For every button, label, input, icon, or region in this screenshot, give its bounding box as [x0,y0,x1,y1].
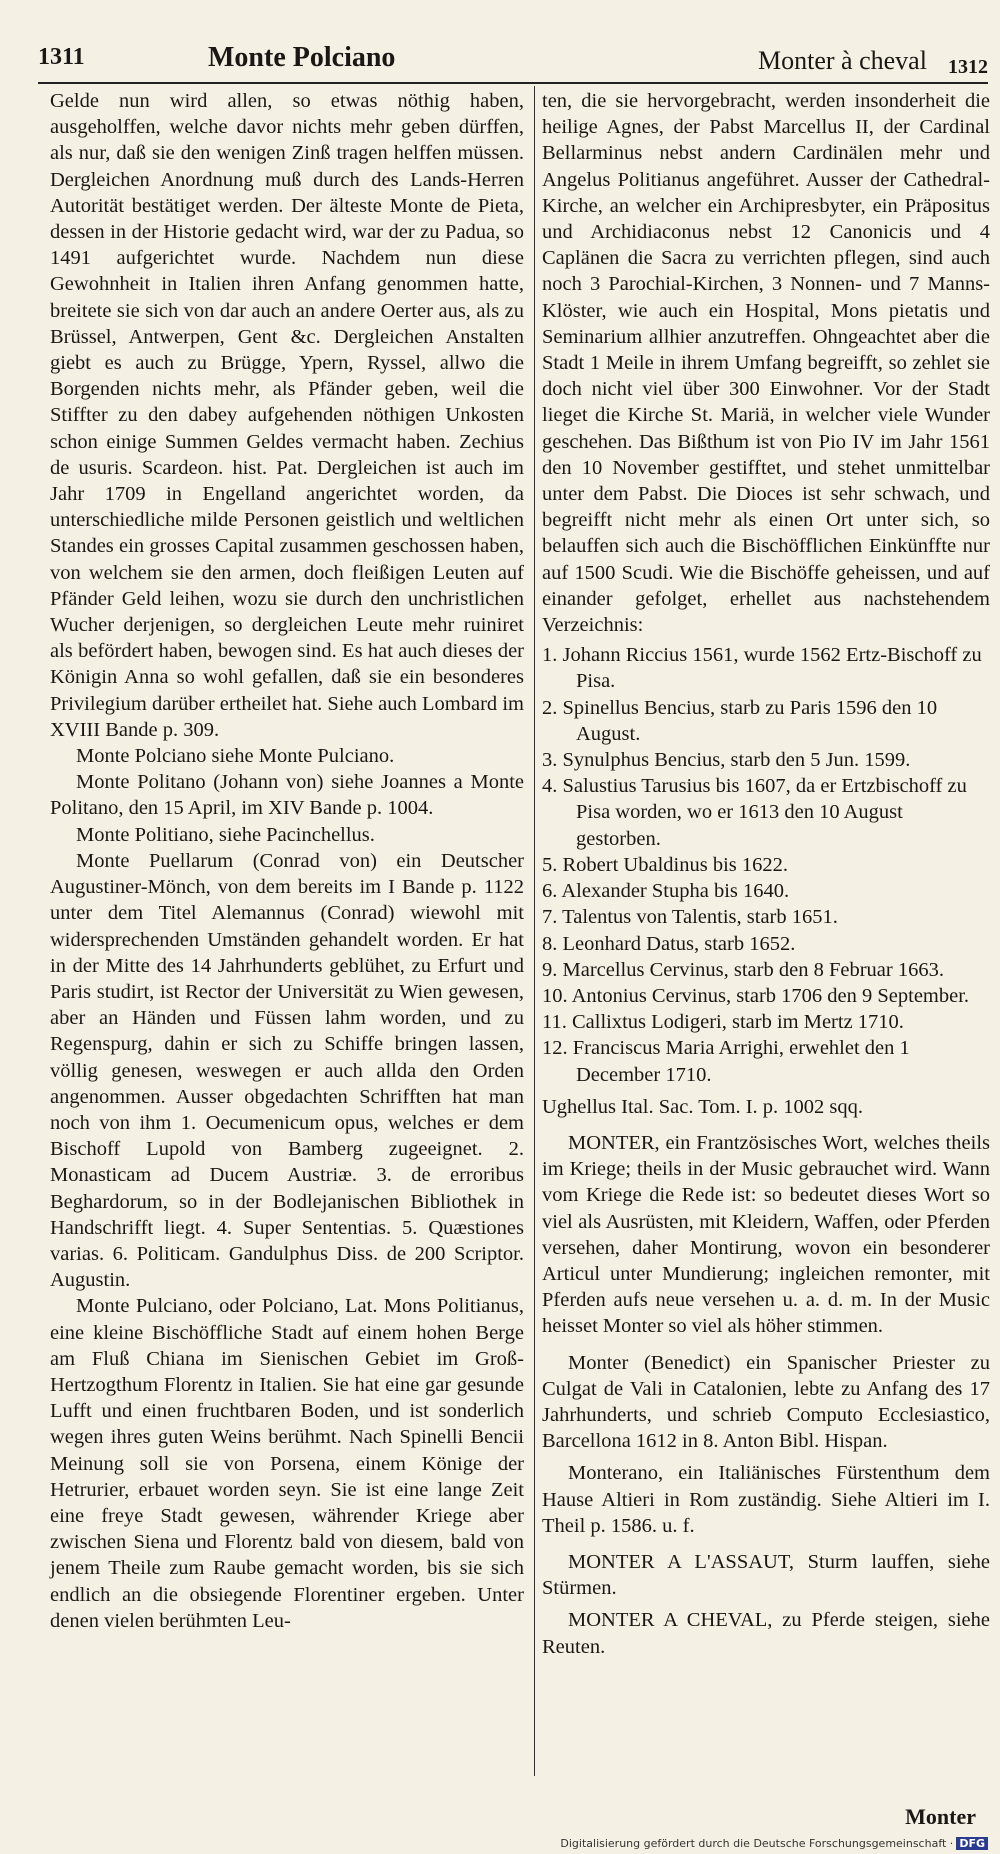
page-number-right: 1312 [948,56,988,78]
page-number-left: 1311 [38,44,85,70]
column-divider [534,86,535,1776]
entry-monter-a-cheval: MONTER A CHEVAL, zu Pferde steigen, siehe Reuten. [542,1609,990,1658]
footer-text: Digitalisierung gefördert durch die Deutsche Forschungsgemeinschaft · [560,1837,954,1850]
list-item: 1. Johann Riccius 1561, wurde 1562 Ertz-Bischoff zu Pisa. [542,644,982,693]
right-column [542,88,990,1660]
entry-monte-puellarum: Monte Puellarum (Conrad von) ein Deutscher Augustiner-Mönch, von dem bereits im I Bande p. 1122 unter dem Titel Alemannus (Conrad) wiewohl mit widersprechenden Umständen gehandelt worden. Er hat in der Mitte des 14 Jahrhunderts geblühet, zu Erfurt und Paris studirt, ist Rector der Universität zu Wien gewesen, aber an Händen und Füssen lahm worden, und zu Regenspurg, dahin er sich zu Schiffe bringen lassen, völlig genesen, weswegen er auch allda den Orden angenommen. Ausser obgedachten Schrifften hat man noch von ihm 1. Oecumenicum opus, welches er dem Bischoff Lupold von Bamberg zugeeignet. 2. Monasticam ad Ducem Austriæ. 3. de erroribus Beghardorum, so in der Bodlejanischen Bibliothek in Handschrifft liegt. 4. Super Sententias. 5. Quæstiones varias. 6. Politicam. Gandulphus Diss. de 200 Scriptor. Augustin. [50,849,524,1292]
list-item: 12. Franciscus Maria Arrighi, erwehlet den 1 December 1710. [542,1037,910,1086]
paragraph-monte-de-pieta: Gelde nun wird allen, so etwas nöthig haben, ausgeholffen, welche davor nichts mehr geben dürffen, als nur, daß sie den wenigen Zinß tragen helffen müssen. Dergleichen Anordnung muß durch des Lands-Herren Autorität bestätiget werden. Der älteste Monte de Pieta, dessen in der Historie gedacht wird, war der zu Padua, so 1491 aufgerichtet wurde. Nachdem nun diese Gewohnheit in Italien ihren Anfang genommen hatte, breitete sie sich von dar auch an andere Oerter aus, als zu Brüssel, Antwerpen, Gent &c. Dergleichen Anstalten giebt es auch zu Brügge, Ypern, Ryssel, allwo die Borgenden nichts mehr, als Pfänder geben, weil die Stiffter zu den dabey aufgehenden nöthigen Unkosten schon einige Summen Geldes vermacht haben. Zechius de usuris. Scardeon. hist. Pat. Dergleichen ist auch im Jahr 1709 in Engelland angerichtet worden, da unterschiedliche milde Personen geistlich und weltlichen Standes ein grosses Capital zusammen geschossen haben, von welchem sie den armen, doch fleißigen Leuten auf Pfänder Geld leihen, wozu sie durch den unchristlichen Wucher derjenigen, so dergleichen Leute mehr ruiniret als befördert haben, bewogen sind. Es hat auch dieses der Königin Anna so wohl gefallen, daß sie ein besonderes Privilegium darüber ertheilet hat. Siehe auch Lombard im XVIII Bande p. 309. [50,90,524,741]
list-item: 2. Spinellus Bencius, starb zu Paris 1596 den 10 August. [542,696,938,745]
entry-monte-politano: Monte Politano (Johann von) siehe Joannes a Monte Politano, den 15 April, im XIV Bande p. 1004. [50,771,524,820]
entry-monter-a-lassaut: MONTER A L'ASSAUT, Sturm lauffen, siehe Stürmen. [542,1550,990,1600]
list-item: 9. Marcellus Cervinus, starb den 8 Februar 1663. [542,958,944,981]
running-head-left: Monte Polciano [208,42,396,73]
list-item: 5. Robert Ubaldinus bis 1622. [542,853,788,876]
entry-monte-polciano: Monte Polciano siehe Monte Pulciano. [76,745,395,768]
page-header [38,40,988,84]
entry-monte-pulciano: Monte Pulciano, oder Polciano, Lat. Mons Politianus, eine kleine Bischöffliche Stadt auf einem hohen Berge am Fluß Chiana im Sienischen Gebiet im Groß-Hertzogthum Florentz in Italien. Sie hat eine gar gesunde Lufft und einen fruchtbaren Boden, und ist sonderlich wegen ihres guten Weins berühmt. Nach Spinelli Bencii Meinung soll sie von Porsena, einem Könige der Hetrurier, erbauet worden seyn. Sie ist eine lange Zeit eine freye Stadt gewesen, währender Kriege aber zwischen Siena und Florentz bald von diesem, bald von jenem Theile zum Raube gemacht worden, bis sie sich endlich an die obsiegende Florentiner ergeben. Unter denen vielen berühmten Leu- [50,1295,524,1632]
list-item: 3. Synulphus Bencius, starb den 5 Jun. 1599. [542,749,911,772]
list-item: 6. Alexander Stupha bis 1640. [542,880,790,903]
list-item: 8. Leonhard Datus, starb 1652. [542,932,796,955]
bishop-list [542,642,990,1087]
entry-monter-benedict: Monter (Benedict) ein Spanischer Priester zu Culgat de Vali in Catalonien, lebte zu Anfang des 17 Jahrhunderts, und schrieb Computo Ecclesiastico, Barcellona 1612 in 8. Anton Bibl. Hispan. [542,1351,990,1453]
entry-monterano: Monterano, ein Italiänisches Fürstenthum dem Hause Altieri in Rom zuständig. Siehe Altieri im I. Theil p. 1586. u. f. [542,1462,990,1537]
entry-monter: MONTER, ein Frantzösisches Wort, welches theils im Kriege; theils in der Music gebrauchet wird. Wann vom Kriege die Rede ist: so bedeutet dieses Wort so viel als Ausrüsten, mit Kleidern, Waffen, oder Pferden versehen, daher Montirung, wovon ein besonderer Articul unter Mundierung; ingleichen remonter, mit Pferden aufs neue versehen u. a. d. m. In der Music heisset Monter so viel als höher stimmen. [542,1131,990,1338]
catchword: Monter [905,1804,976,1829]
left-column [50,88,524,1634]
list-item: 11. Callixtus Lodigeri, starb im Mertz 1710. [542,1011,904,1034]
entry-monte-politiano: Monte Politiano, siehe Pacinchellus. [76,823,375,846]
list-item: 10. Antonius Cervinus, starb 1706 den 9 September. [542,984,970,1007]
digitization-footer [560,1837,988,1850]
dfg-logo: DFG [956,1837,988,1850]
source-citation: Ughellus Ital. Sac. Tom. I. p. 1002 sqq. [542,1095,864,1118]
list-item: 4. Salustius Tarusius bis 1607, da er Ertzbischoff zu Pisa worden, wo er 1613 den 10 August gestorben. [542,775,967,850]
paragraph-monte-pulciano-cont: ten, die sie hervorgebracht, werden insonderheit die heilige Agnes, der Pabst Marcellus II, der Cardinal Bellarminus nebst andern Cardinälen mehr und Angelus Politianus angeführet. Ausser der Cathedral-Kirche, an welcher ein Archipresbyter, ein Präpositus und Archidiaconus nebst 12 Canonicis und 4 Caplänen die Sacra zu verrichten pflegen, sind auch noch 3 Parochial-Kirchen, 3 Nonnen- und 7 Manns-Klöster, wie auch ein Hospital, Mons pietatis und Seminarium allhier anzutreffen. Ohngeachtet aber die Stadt 1 Meile in ihrem Umfang begreifft, so zehlet sie doch nicht viel über 300 Einwohner. Vor der Stadt lieget die Kirche St. Mariä, in welcher viele Wunder geschehen. Das Bißthum ist von Pio IV im Jahr 1561 den 10 November gestifftet, und stehet unmittelbar unter dem Pabst. Die Dioces ist sehr schwach, und begreifft nicht mehr als einen Ort unter sich, so belauffen sich auch die Bischöfflichen Einkünffte nur auf 1500 Scudi. Wie die Bischöffe geheissen, und auf einander gefolget, erhellet aus nachstehendem Verzeichnis: [542,90,990,637]
list-item: 7. Talentus von Talentis, starb 1651. [542,906,838,929]
running-head-right: Monter à cheval [758,46,927,75]
